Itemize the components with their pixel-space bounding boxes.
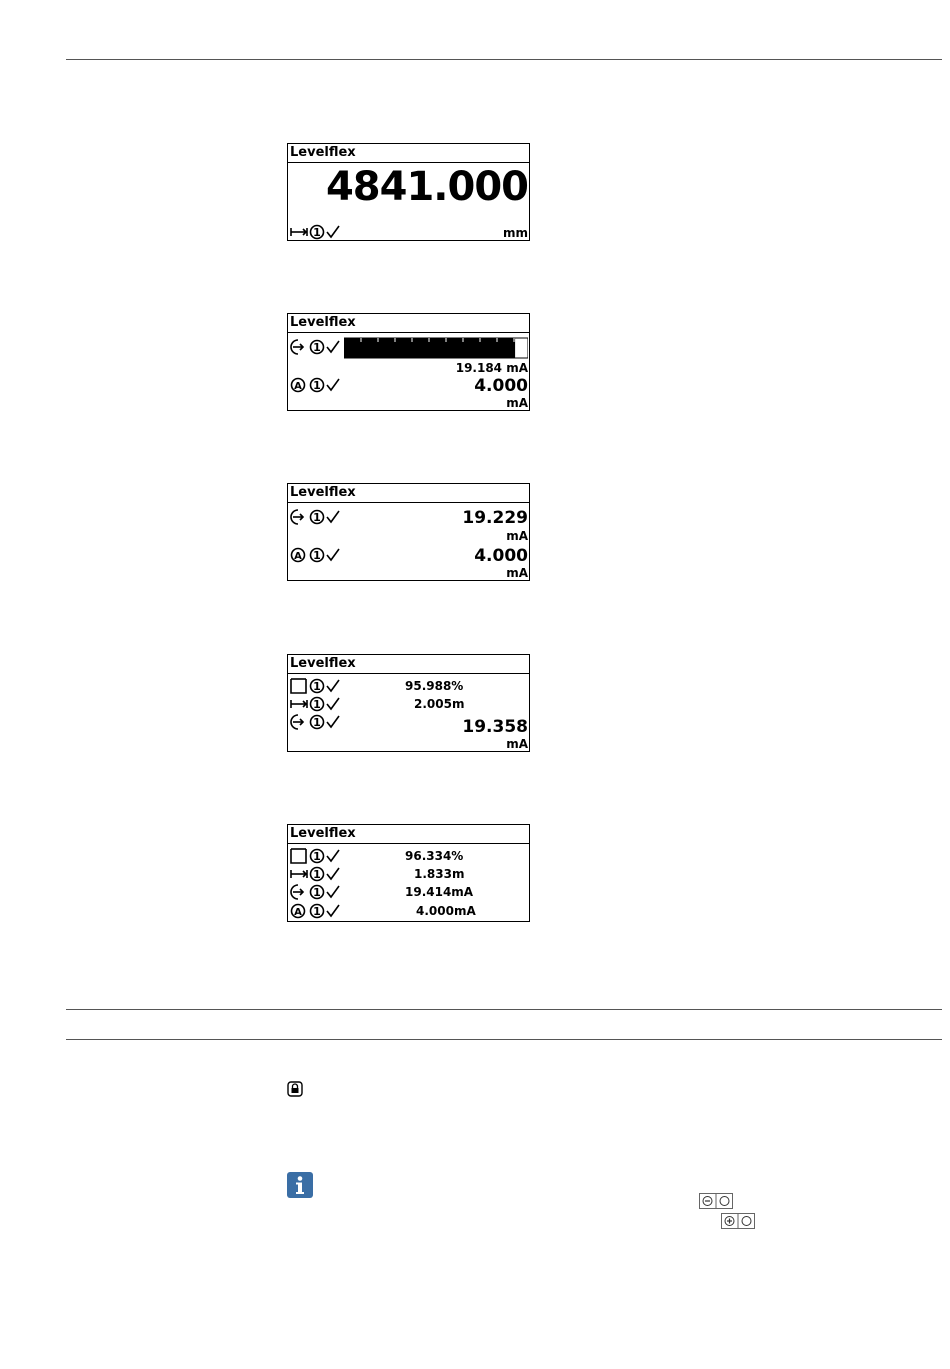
svg-text:1: 1 bbox=[313, 716, 321, 729]
current-output-icon bbox=[290, 883, 346, 899]
svg-text:A: A bbox=[294, 907, 302, 918]
svg-text:1: 1 bbox=[313, 226, 321, 239]
current-output-icon bbox=[290, 338, 346, 354]
analog-input-icon bbox=[290, 546, 346, 562]
value-1: 19.229 bbox=[462, 508, 528, 528]
level-percent-icon bbox=[290, 677, 346, 693]
svg-text:1: 1 bbox=[313, 549, 321, 562]
value-1: 96.334% bbox=[405, 849, 464, 863]
analog-input-icon bbox=[290, 902, 346, 918]
level-percent-icon bbox=[290, 847, 346, 863]
value-2: 4.000 bbox=[474, 546, 528, 566]
svg-text:1: 1 bbox=[313, 850, 321, 863]
svg-text:1: 1 bbox=[313, 379, 321, 392]
lcd-display-3 bbox=[287, 483, 530, 581]
value-2: 2.005m bbox=[414, 697, 465, 711]
svg-text:A: A bbox=[294, 381, 302, 392]
lcd-display-2 bbox=[287, 313, 530, 411]
lcd-title: Levelflex bbox=[288, 144, 529, 163]
svg-text:1: 1 bbox=[313, 886, 321, 899]
unit-2: mA bbox=[506, 396, 528, 410]
svg-text:1: 1 bbox=[313, 868, 321, 881]
unit-2: mA bbox=[506, 566, 528, 580]
info-icon bbox=[287, 1172, 313, 1202]
table-rule-top bbox=[66, 1009, 942, 1010]
top-rule bbox=[66, 59, 942, 60]
svg-text:1: 1 bbox=[313, 511, 321, 524]
svg-text:A: A bbox=[294, 551, 302, 562]
lcd-title: Levelflex bbox=[288, 655, 529, 674]
current-output-icon bbox=[290, 713, 346, 729]
write-protection-icon bbox=[287, 1081, 303, 1101]
distance-icon bbox=[290, 865, 346, 881]
unit: mm bbox=[502, 226, 528, 240]
analog-input-icon bbox=[290, 376, 346, 392]
plus-key-icon bbox=[721, 1213, 755, 1233]
svg-text:1: 1 bbox=[313, 698, 321, 711]
minus-key-icon bbox=[699, 1193, 733, 1213]
lcd-title: Levelflex bbox=[288, 484, 529, 503]
svg-text:1: 1 bbox=[313, 341, 321, 354]
table-rule-mid bbox=[66, 1039, 942, 1040]
unit-3: mA bbox=[506, 737, 528, 751]
value-1: 95.988% bbox=[405, 679, 464, 693]
lcd-title: Levelflex bbox=[288, 825, 529, 844]
lcd-display-1 bbox=[287, 143, 530, 241]
lcd-display-4 bbox=[287, 654, 530, 752]
current-output-icon bbox=[290, 508, 346, 524]
bar-graph bbox=[344, 336, 528, 360]
bar-value: 19.184 mA bbox=[455, 361, 528, 375]
main-value: 4841.000 bbox=[325, 164, 528, 210]
unit-1: mA bbox=[506, 529, 528, 543]
value-2: 1.833m bbox=[414, 867, 465, 881]
value-4: 4.000mA bbox=[416, 904, 476, 918]
value-2: 4.000 bbox=[474, 376, 528, 396]
svg-text:1: 1 bbox=[313, 905, 321, 918]
distance-icon bbox=[290, 224, 350, 240]
value-3: 19.358 bbox=[462, 717, 528, 737]
value-3: 19.414mA bbox=[405, 885, 474, 899]
svg-text:1: 1 bbox=[313, 680, 321, 693]
lcd-display-5 bbox=[287, 824, 530, 922]
distance-icon bbox=[290, 695, 346, 711]
lcd-title: Levelflex bbox=[288, 314, 529, 333]
